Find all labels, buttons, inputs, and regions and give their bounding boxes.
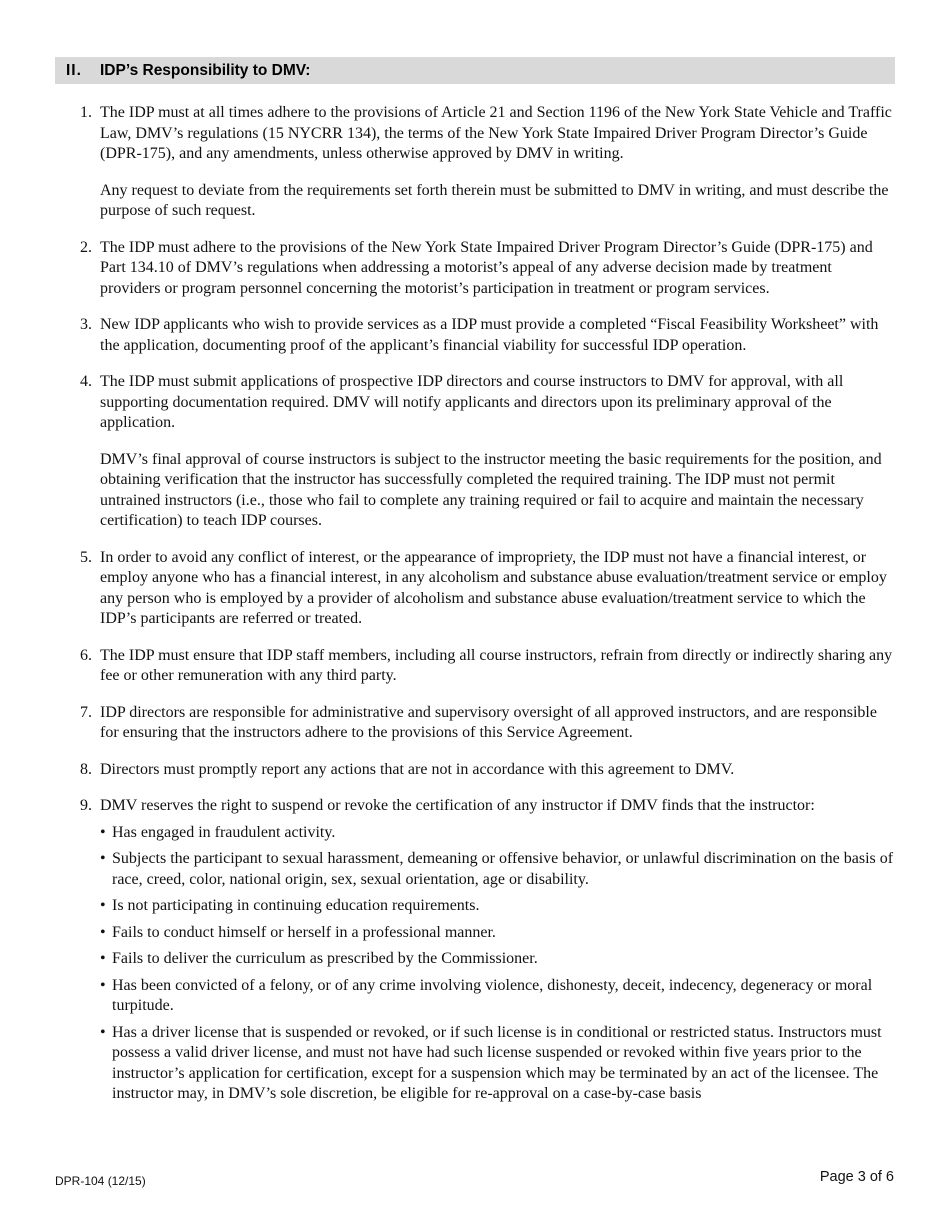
bullet-icon: • [100, 950, 106, 967]
body-text [60, 103, 896, 1127]
bullet-text: Subjects the participant to sexual harassment, demeaning or offensive behavior, or unlawful discrimination on the basis of race, creed, color, national origin, sex, sexual orientation, age or disability. [112, 850, 894, 888]
item-number: 2. [80, 238, 92, 256]
bullet-icon: • [100, 923, 106, 941]
item-paragraph: IDP directors are responsible for administrative and supervisory oversight of all approved instructors, and are responsible for ensuring that the instructors adhere to the provisions of this Service Agreement. [100, 703, 877, 741]
list-item [60, 315, 896, 356]
page-number: Page 3 of 6 [819, 1169, 894, 1185]
item-number: 9. [80, 797, 92, 814]
bullet-item [100, 976, 896, 1017]
item-number: 5. [80, 548, 92, 566]
bullet-text: Is not participating in continuing education requirements. [112, 897, 480, 914]
bullet-item [100, 823, 896, 844]
item-paragraph: The IDP must adhere to the provisions of the New York State Impaired Driver Program Director’s Guide (DPR-175) and Part 134.10 of DMV’s regulations when addressing a motorist’s appeal of any adverse decision made by treatment providers or program personnel concerning the motorist’s participation in treatment or program services. [100, 238, 873, 297]
item-number: 3. [80, 316, 92, 333]
item-paragraph: The IDP must at all times adhere to the provisions of Article 21 and Section 1196 of the New York State Vehicle and Traffic Law, DMV’s regulations (15 NYCRR 134), the terms of the New York State Impaired Driver Program Director’s Guide (DPR-175), and any amendments, unless otherwise approved by DMV in writing. [100, 104, 892, 162]
bullet-item [100, 849, 896, 890]
section-header [55, 57, 895, 84]
bullet-icon: • [100, 897, 106, 914]
form-id: DPR-104 (12/15) [55, 1174, 146, 1188]
list-item [60, 760, 896, 781]
list-item [60, 372, 896, 532]
section-title: IDP’s Responsibility to DMV: [100, 62, 311, 79]
bullet-icon: • [100, 823, 106, 841]
item-paragraph: DMV reserves the right to suspend or revoke the certification of any instructor if DMV finds that the instructor: [100, 797, 815, 814]
item-number: 8. [80, 760, 92, 778]
bullet-item [100, 896, 896, 917]
item-paragraph: DMV’s final approval of course instructors is subject to the instructor meeting the basic requirements for the position, and obtaining verification that the instructor has successfully completed the required training. The IDP must not permit untrained instructors (i.e., those who fail to complete any training required or fail to acquire and maintain the necessary certification) to teach IDP courses. [100, 450, 882, 529]
list-item [60, 103, 896, 222]
item-number: 7. [80, 703, 92, 721]
bullet-list [100, 823, 896, 1105]
bullet-icon: • [100, 850, 106, 867]
bullet-text: Fails to deliver the curriculum as prescribed by the Commissioner. [112, 950, 538, 967]
list-item [60, 796, 896, 1111]
bullet-text: Has a driver license that is suspended or revoked, or if such license is in conditional or restricted status. Instructors must possess a valid driver license, and must not have had such license suspended or revoked within five years prior to the instructor’s application for certification, except for a suspension which may be terminated by an act of the licensee. The instructor may, in DMV’s sole discretion, be eligible for re-approval on a case-by-case basis [112, 1023, 882, 1102]
bullet-item [100, 949, 896, 970]
section-number: II. [66, 62, 82, 79]
item-paragraph: Any request to deviate from the requirements set forth therein must be submitted to DMV in writing, and must describe the purpose of such request. [100, 181, 889, 219]
bullet-text: Has engaged in fraudulent activity. [112, 823, 336, 841]
item-number: 1. [80, 104, 92, 121]
list-item [60, 646, 896, 687]
item-paragraph: The IDP must ensure that IDP staff members, including all course instructors, refrain from directly or indirectly sharing any fee or other remuneration with any third party. [100, 646, 893, 684]
item-number: 4. [80, 373, 92, 390]
bullet-icon: • [100, 1023, 106, 1041]
bullet-text: Has been convicted of a felony, or of any crime involving violence, dishonesty, deceit, indecency, degeneracy or moral turpitude. [112, 976, 873, 1014]
list-item [60, 703, 896, 744]
list-item [60, 238, 896, 300]
item-paragraph: The IDP must submit applications of prospective IDP directors and course instructors to DMV for approval, with all supporting documentation required. DMV will notify applicants and directors upon its preliminary approval of the application. [100, 373, 844, 431]
list-item [60, 548, 896, 630]
bullet-item [100, 923, 896, 944]
bullet-icon: • [100, 976, 106, 994]
item-paragraph: Directors must promptly report any actions that are not in accordance with this agreement to DMV. [100, 760, 735, 778]
item-paragraph: New IDP applicants who wish to provide services as a IDP must provide a completed “Fiscal Feasibility Worksheet” with the application, documenting proof of the applicant’s financial viability for successful IDP operation. [100, 316, 879, 354]
item-number: 6. [80, 646, 92, 664]
bullet-item [100, 1023, 896, 1105]
item-paragraph: In order to avoid any conflict of interest, or the appearance of impropriety, the IDP must not have a financial interest, or employ anyone who has a financial interest, in any alcoholism and substance abuse evaluation/treatment service or employ any person who is employed by a provider of alcoholism and substance abuse evaluation/treatment service to which the IDP’s participants are referred or treated. [100, 548, 887, 627]
bullet-text: Fails to conduct himself or herself in a professional manner. [112, 923, 496, 941]
